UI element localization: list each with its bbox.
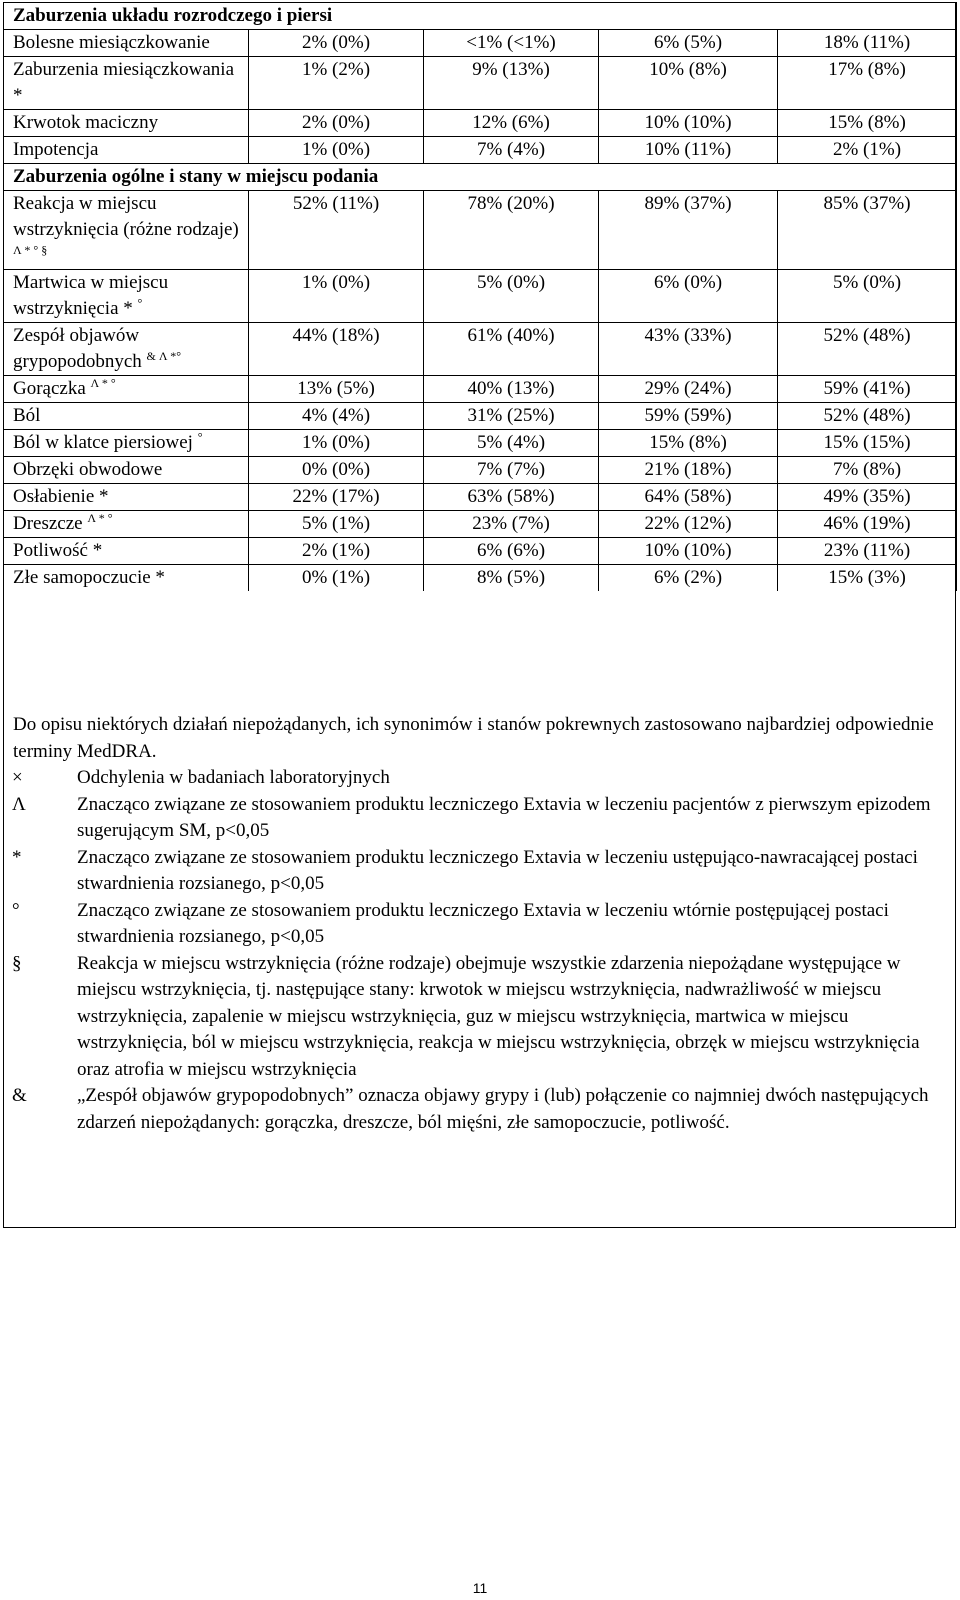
reaction-label xyxy=(4,484,249,511)
table-row xyxy=(4,30,957,57)
frequency-cell: 43% (33%) xyxy=(599,323,778,376)
footnote-mark: § xyxy=(12,952,22,974)
reaction-label xyxy=(4,430,249,457)
reaction-label xyxy=(4,538,249,565)
frequency-cell: 2% (1%) xyxy=(778,137,957,164)
footnote-text: Reakcja w miejscu wstrzyknięcia (różne rodzaje) obejmuje wszystkie zdarzenia niepożądane występujące w miejscu wstrzyknięcia, tj. następujące stany: krwotok w miejscu wstrzyknięcia, nadwrażliwość w miejscu wstrzyknięcia, zapalenie w miejscu wstrzyknięcia, guz w miejscu wstrzyknięcia, martwica w miejscu wstrzyknięcia, ból w miejscu wstrzyknięcia, reakcja w miejscu wstrzyknięcia, obrzęk w miejscu wstrzyknięcia oraz atrofia w miejscu wstrzyknięcia xyxy=(77,952,920,1080)
table-row xyxy=(4,110,957,137)
reaction-name: Potliwość * xyxy=(13,540,103,561)
reaction-name: Ból xyxy=(13,405,41,426)
frequency-cell: 85% (37%) xyxy=(778,191,957,270)
frequency-cell: <1% (<1%) xyxy=(424,30,599,57)
frequency-cell: 6% (6%) xyxy=(424,538,599,565)
reaction-label xyxy=(4,137,249,164)
reaction-label xyxy=(4,565,249,592)
frequency-cell: 15% (8%) xyxy=(778,110,957,137)
frequency-cell: 18% (11%) xyxy=(778,30,957,57)
frequency-cell: 10% (10%) xyxy=(599,538,778,565)
frequency-cell: 10% (11%) xyxy=(599,137,778,164)
footnote-text: Znacząco związane ze stosowaniem produktu leczniczego Extavia w leczeniu wtórnie postępującej postaci stwardnienia rozsianego, p<0,05 xyxy=(77,899,889,947)
section-header-row xyxy=(4,164,957,191)
reaction-name: Zespół objawów grypopodobnych xyxy=(13,325,142,372)
reaction-label xyxy=(4,511,249,538)
frequency-cell: 22% (12%) xyxy=(599,511,778,538)
footnote xyxy=(4,1083,952,1136)
frequency-cell: 61% (40%) xyxy=(424,323,599,376)
frequency-cell: 1% (0%) xyxy=(249,430,424,457)
adverse-events-table xyxy=(3,2,957,591)
frequency-cell: 17% (8%) xyxy=(778,57,957,110)
footnote-markers: Λ * ° § xyxy=(13,243,48,257)
frequency-cell: 15% (3%) xyxy=(778,565,957,592)
footnote-mark: ° xyxy=(12,899,20,921)
frequency-cell: 52% (48%) xyxy=(778,403,957,430)
reaction-name: Gorączka xyxy=(13,378,86,399)
reaction-label xyxy=(4,270,249,323)
footnote-list xyxy=(4,765,952,1136)
table-row xyxy=(4,323,957,376)
reaction-name: Obrzęki obwodowe xyxy=(13,459,163,480)
footnote xyxy=(4,845,952,898)
reaction-label xyxy=(4,110,249,137)
table-body xyxy=(4,3,957,592)
frequency-cell: 52% (48%) xyxy=(778,323,957,376)
table-row xyxy=(4,57,957,110)
frequency-cell: 15% (15%) xyxy=(778,430,957,457)
frequency-cell: 10% (8%) xyxy=(599,57,778,110)
frequency-cell: 5% (4%) xyxy=(424,430,599,457)
reaction-label xyxy=(4,403,249,430)
frequency-cell: 0% (1%) xyxy=(249,565,424,592)
table-row xyxy=(4,270,957,323)
reaction-label xyxy=(4,376,249,403)
frequency-cell: 78% (20%) xyxy=(424,191,599,270)
frequency-cell: 10% (10%) xyxy=(599,110,778,137)
reaction-name: Dreszcze xyxy=(13,513,83,534)
frequency-cell: 49% (35%) xyxy=(778,484,957,511)
footnote-markers: ° xyxy=(197,430,203,444)
frequency-cell: 2% (0%) xyxy=(249,110,424,137)
section-title: Zaburzenia układu rozrodczego i piersi xyxy=(4,3,957,30)
table-row xyxy=(4,565,957,592)
page-number: 11 xyxy=(472,1580,488,1596)
footnote-mark: & xyxy=(12,1085,27,1106)
table-row xyxy=(4,191,957,270)
reaction-name: Zaburzenia miesiączkowania * xyxy=(13,59,235,106)
footnote-text: „Zespół objawów grypopodobnych” oznacza objawy grypy i (lub) połączenie co najmniej dwóch następujących zdarzeń niepożądanych: gorączka, dreszcze, ból mięśni, złe samopoczucie, potliwość. xyxy=(77,1085,929,1133)
frequency-cell: 2% (0%) xyxy=(249,30,424,57)
frequency-cell: 5% (0%) xyxy=(778,270,957,323)
frequency-cell: 21% (18%) xyxy=(599,457,778,484)
frequency-cell: 9% (13%) xyxy=(424,57,599,110)
frequency-cell: 46% (19%) xyxy=(778,511,957,538)
frequency-cell: 8% (5%) xyxy=(424,565,599,592)
section-header-row xyxy=(4,3,957,30)
reaction-name: Reakcja w miejscu wstrzyknięcia (różne rodzaje) xyxy=(13,193,239,240)
reaction-name: Bolesne miesiączkowanie xyxy=(13,32,210,53)
frequency-cell: 40% (13%) xyxy=(424,376,599,403)
reaction-label xyxy=(4,323,249,376)
frequency-cell: 1% (0%) xyxy=(249,270,424,323)
footnote-mark: * xyxy=(12,846,22,868)
footnote xyxy=(4,792,952,845)
frequency-cell: 52% (11%) xyxy=(249,191,424,270)
footnote-text: Znacząco związane ze stosowaniem produktu leczniczego Extavia w leczeniu ustępująco-nawracającej postaci stwardnienia rozsianego, p<0,05 xyxy=(77,846,918,894)
frequency-cell: 29% (24%) xyxy=(599,376,778,403)
reaction-name: Złe samopoczucie * xyxy=(13,567,165,588)
frequency-cell: 63% (58%) xyxy=(424,484,599,511)
footnote-mark: × xyxy=(12,767,23,788)
footnote-markers: Λ * ° xyxy=(87,511,113,525)
frequency-cell: 12% (6%) xyxy=(424,110,599,137)
table-row xyxy=(4,457,957,484)
reaction-name: Osłabienie * xyxy=(13,486,109,507)
frequency-cell: 5% (0%) xyxy=(424,270,599,323)
footnote-text: Znacząco związane ze stosowaniem produktu leczniczego Extavia w leczeniu pacjentów z pierwszym epizodem sugerującym SM, p<0,05 xyxy=(77,793,931,841)
frequency-cell: 0% (0%) xyxy=(249,457,424,484)
reaction-name: Krwotok maciczny xyxy=(13,112,159,133)
frequency-cell: 15% (8%) xyxy=(599,430,778,457)
frequency-cell: 5% (1%) xyxy=(249,511,424,538)
footnote xyxy=(4,898,952,951)
frequency-cell: 44% (18%) xyxy=(249,323,424,376)
frequency-cell: 59% (41%) xyxy=(778,376,957,403)
frequency-cell: 31% (25%) xyxy=(424,403,599,430)
frequency-cell: 64% (58%) xyxy=(599,484,778,511)
table-row xyxy=(4,511,957,538)
table-row xyxy=(4,376,957,403)
meddra-note: Do opisu niektórych działań niepożądanych, ich synonimów i stanów pokrewnych zastosowano najbardziej odpowiednie terminy MedDRA. xyxy=(13,714,934,762)
reaction-name: Martwica w miejscu wstrzyknięcia * xyxy=(13,272,169,319)
frequency-cell: 7% (8%) xyxy=(778,457,957,484)
table-row xyxy=(4,538,957,565)
reaction-name: Impotencja xyxy=(13,139,99,160)
footnote-markers: Λ * ° xyxy=(90,376,116,390)
frequency-cell: 2% (1%) xyxy=(249,538,424,565)
frequency-cell: 7% (4%) xyxy=(424,137,599,164)
footnote xyxy=(4,765,952,792)
frequency-cell: 7% (7%) xyxy=(424,457,599,484)
frequency-cell: 13% (5%) xyxy=(249,376,424,403)
footnote-markers: ° xyxy=(137,296,143,310)
footnote xyxy=(4,951,952,1084)
table-row xyxy=(4,430,957,457)
table-row xyxy=(4,137,957,164)
frequency-cell: 6% (2%) xyxy=(599,565,778,592)
frequency-cell: 1% (0%) xyxy=(249,137,424,164)
frequency-cell: 4% (4%) xyxy=(249,403,424,430)
frequency-cell: 89% (37%) xyxy=(599,191,778,270)
section-title: Zaburzenia ogólne i stany w miejscu podania xyxy=(4,164,957,191)
table-row xyxy=(4,484,957,511)
frequency-cell: 23% (11%) xyxy=(778,538,957,565)
footnote-text: Odchylenia w badaniach laboratoryjnych xyxy=(77,767,390,788)
frequency-cell: 23% (7%) xyxy=(424,511,599,538)
reaction-label xyxy=(4,57,249,110)
frequency-cell: 6% (5%) xyxy=(599,30,778,57)
table-row xyxy=(4,403,957,430)
reaction-label xyxy=(4,457,249,484)
reaction-label xyxy=(4,30,249,57)
frequency-cell: 22% (17%) xyxy=(249,484,424,511)
reaction-label xyxy=(4,191,249,270)
frequency-cell: 1% (2%) xyxy=(249,57,424,110)
reaction-name: Ból w klatce piersiowej xyxy=(13,432,193,453)
frequency-cell: 59% (59%) xyxy=(599,403,778,430)
frequency-cell: 6% (0%) xyxy=(599,270,778,323)
footnote-mark: Λ xyxy=(12,793,26,815)
footnote-markers: & Λ *° xyxy=(146,349,182,363)
footnotes-section xyxy=(4,712,952,1136)
